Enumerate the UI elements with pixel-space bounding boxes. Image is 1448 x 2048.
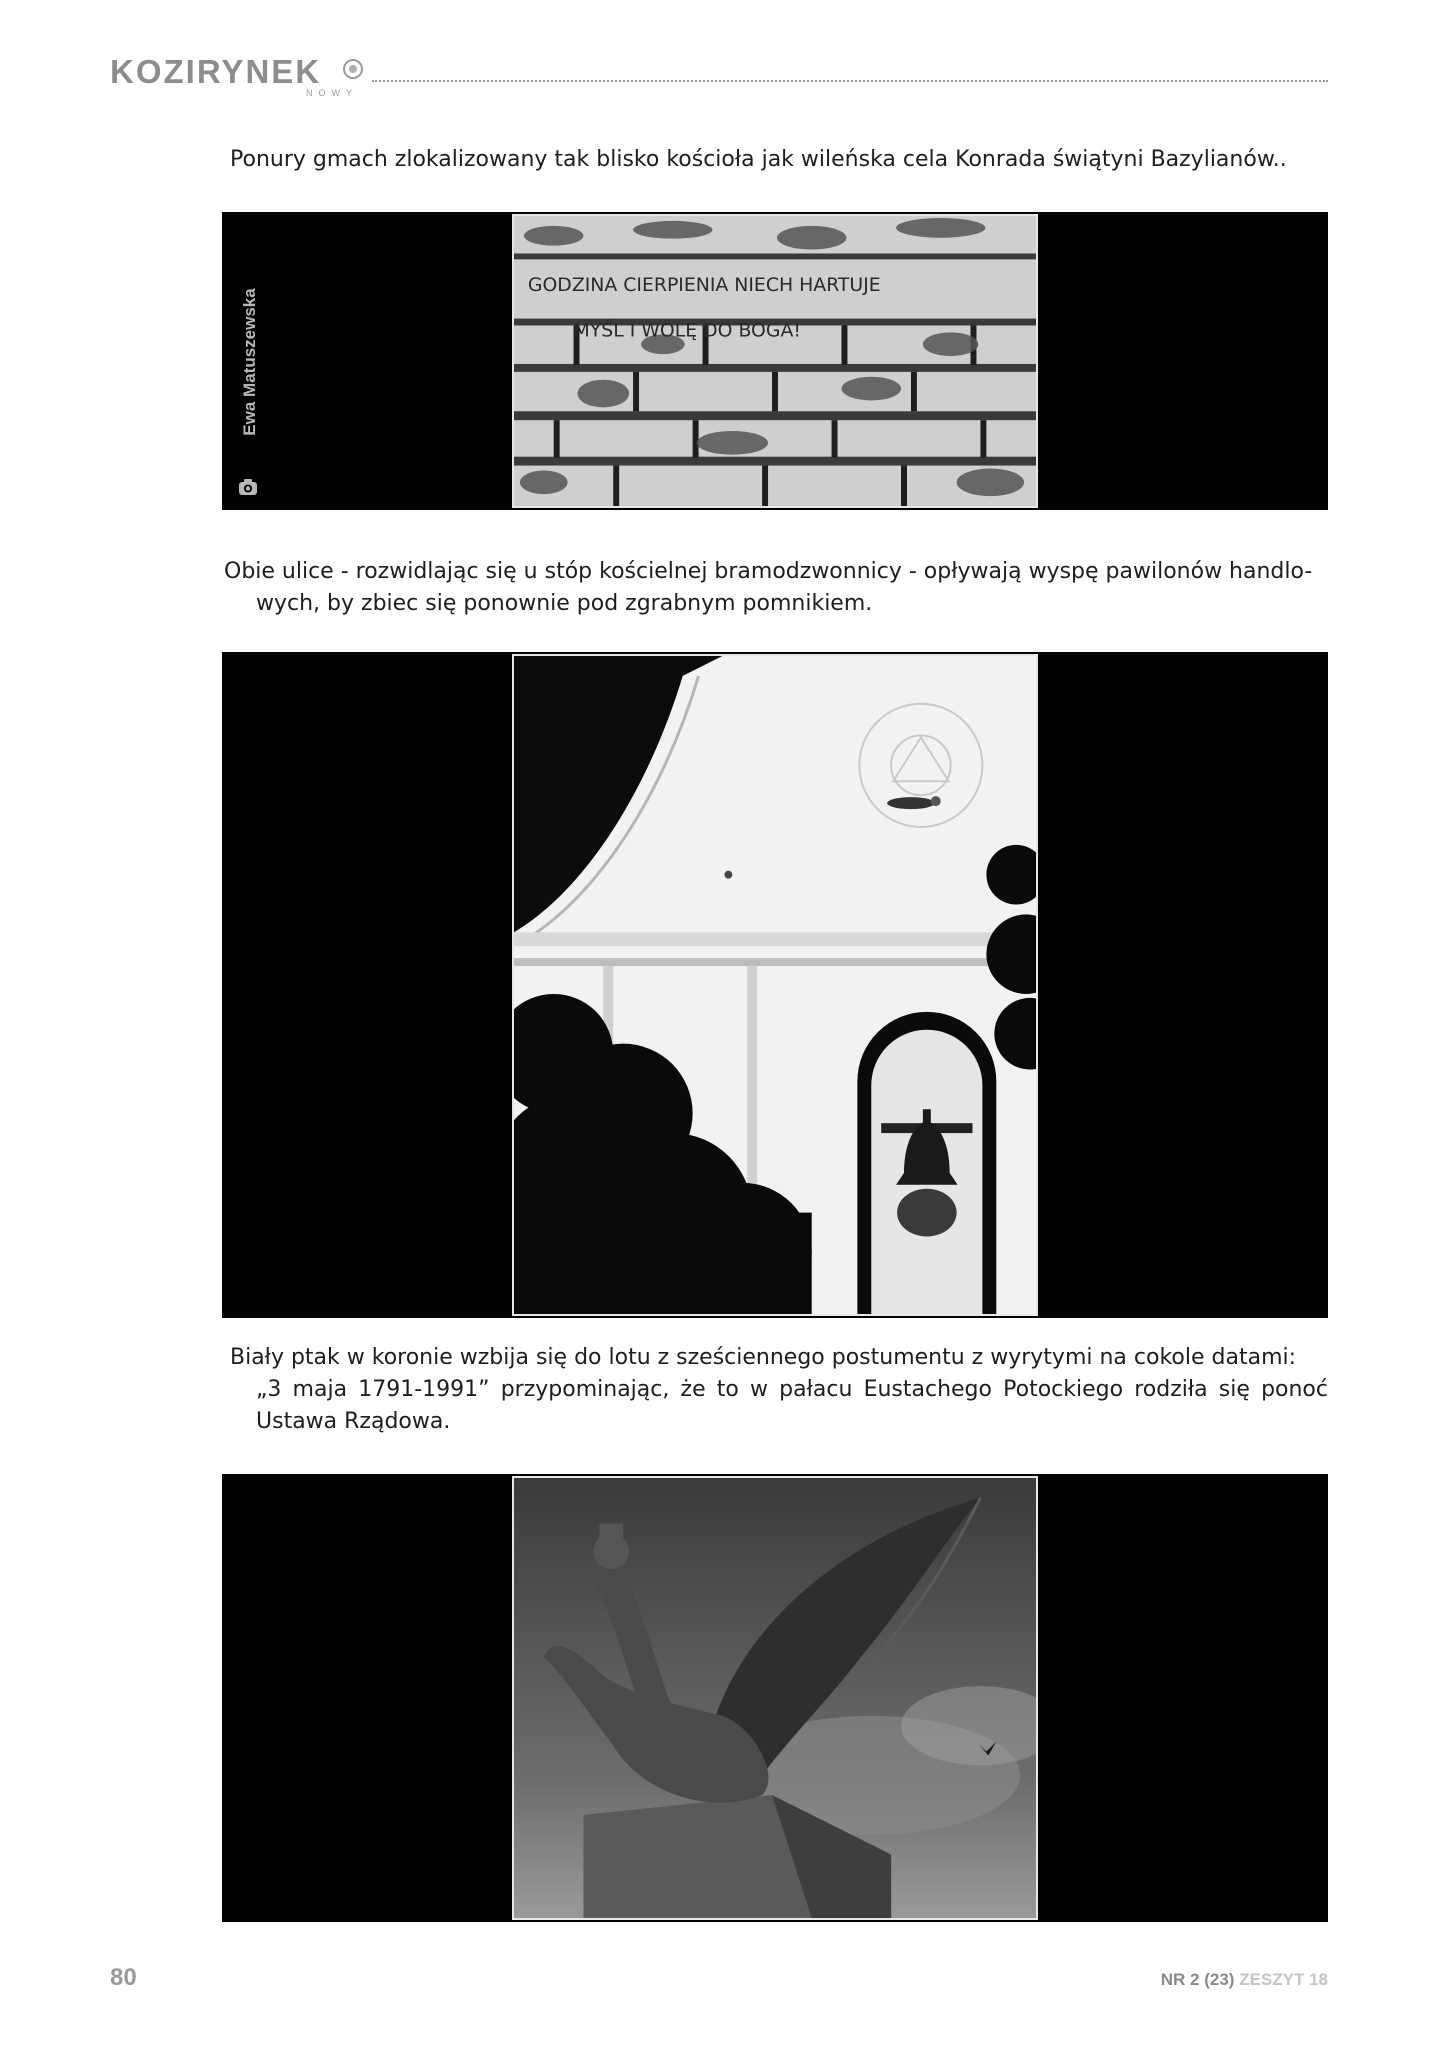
caption-paragraph-3-rest: „3 maja 1791-1991” przypominając, że to w pałacu Eustachego Potockiego rodziła się ponoć Ustawa Rządowa. <box>256 1377 1328 1434</box>
issue-label <box>1161 1970 1328 1990</box>
photo-credit-name: Ewa Matuszewska <box>240 288 259 436</box>
photo-credit <box>234 266 262 496</box>
wall-inscription-line-2: MYŚL I WOLĘ DO BOGA! <box>573 320 801 342</box>
camera-icon <box>238 478 258 496</box>
masthead <box>110 52 1328 98</box>
caption-paragraph-2-line-2: wych, by zbiec się ponownie pod zgrabnym pomnikiem. <box>256 591 873 616</box>
issue-number: NR 2 (23) <box>1160 1970 1235 1989</box>
wall-inscription-line-1: GODZINA CIERPIENIA NIECH HARTUJE <box>527 275 881 296</box>
logo-emblem-icon <box>342 58 364 80</box>
bell-gate-image <box>512 654 1038 1316</box>
caption-paragraph-3 <box>230 1342 1328 1438</box>
magazine-logo-subtext: NOWY <box>306 88 358 98</box>
eagle-monument-image <box>512 1476 1038 1920</box>
magazine-logo: KOZIRYNEK <box>110 53 322 90</box>
page-number: 80 <box>110 1964 137 1991</box>
photo-brick-wall <box>222 212 1328 510</box>
header-dotted-rule <box>372 80 1328 82</box>
issue-zeszyt: ZESZYT 18 <box>1239 1970 1328 1989</box>
caption-paragraph-3-line-1: Biały ptak w koronie wzbija się do lotu z sześciennego postumentu z wyrytymi na cokole datami: <box>230 1345 1297 1370</box>
brick-wall-image <box>512 214 1038 508</box>
caption-paragraph-2 <box>224 556 1328 620</box>
photo-bell-gate <box>222 652 1328 1318</box>
photo-eagle-monument <box>222 1474 1328 1922</box>
caption-paragraph-2-line-1: Obie ulice - rozwidlając się u stóp kościelnej bramodzwonnicy - opływają wyspę pawilonów handlo- <box>224 559 1313 584</box>
caption-paragraph-1: Ponury gmach zlokalizowany tak blisko kościoła jak wileńska cela Konrada świątyni Bazylianów.. <box>230 147 1287 172</box>
